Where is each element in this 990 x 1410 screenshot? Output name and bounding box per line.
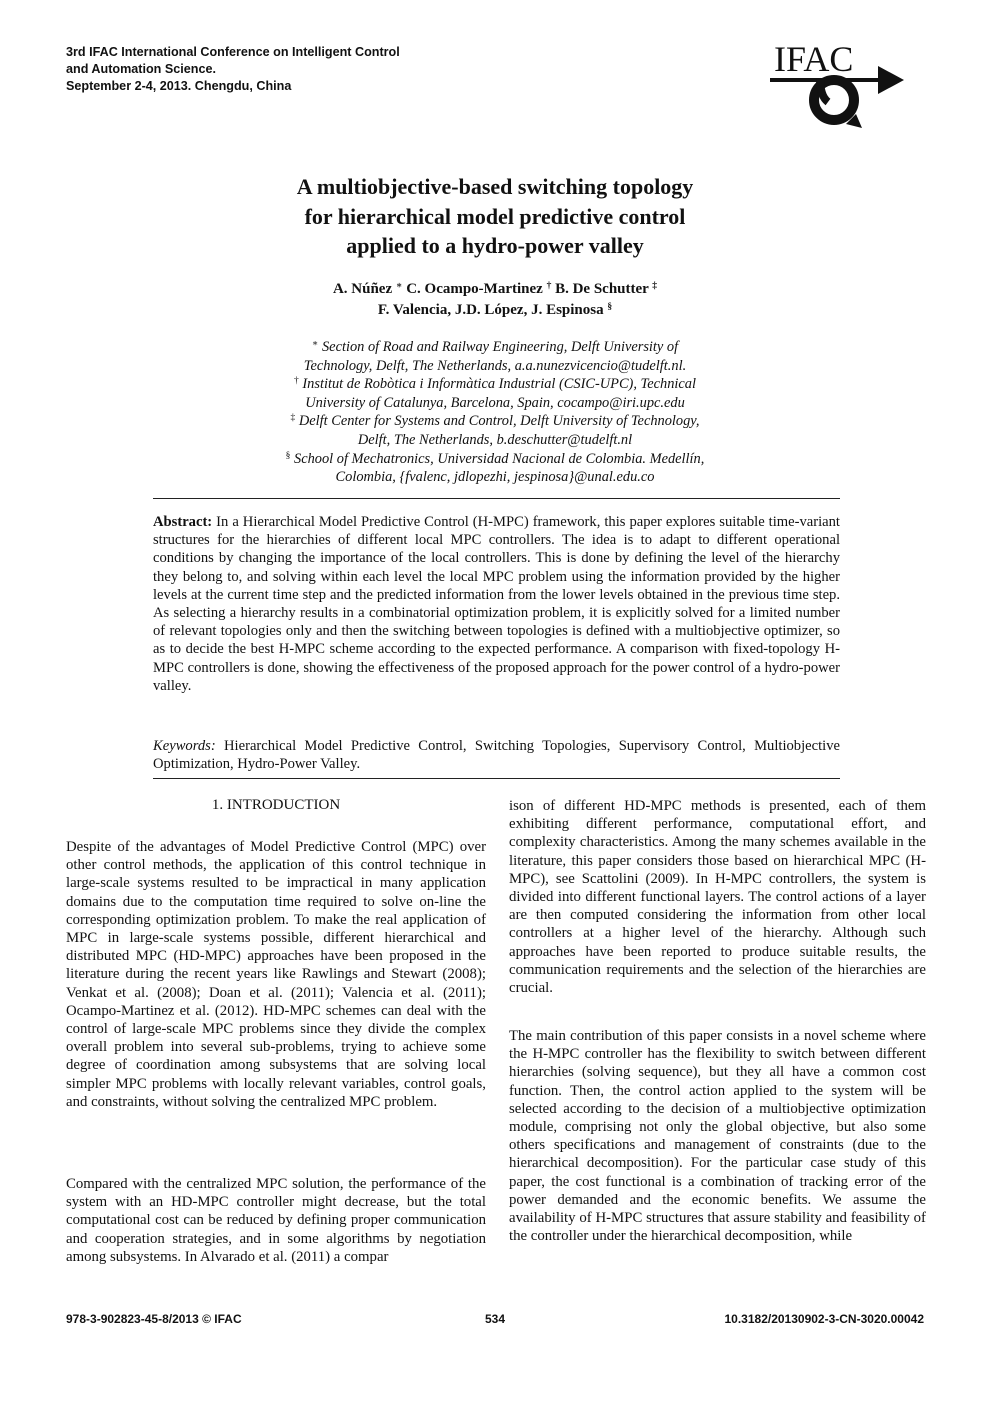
- abstract: [153, 513, 840, 695]
- conference-line-2: and Automation Science.: [66, 62, 216, 76]
- author-mark: ∗: [395, 281, 403, 291]
- keywords-text: Hierarchical Model Predictive Control, Switching Topologies, Supervisory Control, Multiobjective Optimization, Hydro-Power Valley.: [153, 738, 840, 773]
- affiliation-line: Delft, The Netherlands, b.deschutter@tudelft.nl: [357, 431, 633, 448]
- author-mark: §: [607, 302, 613, 312]
- section-title: 1. INTRODUCTION: [211, 797, 341, 813]
- body-paragraph: Despite of the advantages of Model Predictive Control (MPC) over other control methods, the application of this control technique in large-scale systems resulted to be impractical in many application domains due to the computation time required to solve on-line the corresponding optimization problem. To make the real application of MPC in large-scale systems possible, different hierarchical and distributed MPC (HD-MPC) approaches have been proposed in the literature during the recent years like Rawlings and Stewart (2008); Venkat et al. (2008); Doan et al. (2011); Valencia et al. (2011); Ocampo-Martinez et al. (2012). HD-MPC schemes can deal with the control of large-scale MPC problems since they divide the complex overall problem into several sub-problems, trying to achieve some degree of coordination among subsystems that are solving local simpler MPC problems with locally relevant variables, control goals, and constraints, without solving the centralized MPC problem.: [66, 839, 486, 1110]
- affiliation-mark: †: [294, 376, 299, 387]
- affiliation-line: [150, 375, 840, 394]
- affiliation-mark: ‡: [290, 413, 296, 424]
- affiliation-line: University of Catalunya, Barcelona, Spain, cocampo@iri.upc.edu: [305, 394, 685, 411]
- author-deschutter: B. De Schutter: [555, 281, 649, 297]
- abstract-bottom-rule: [153, 778, 840, 779]
- title-line-3: applied to a hydro-power valley: [346, 233, 644, 258]
- affiliation-text: School of Mechatronics, Universidad Nacional de Colombia. Medellín,: [294, 450, 705, 467]
- footer-doi: 10.3182/20130902-3-CN-3020.00042: [724, 1312, 924, 1326]
- affiliation-text: Institut de Robòtica i Informàtica Industrial (CSIC-UPC), Technical: [302, 376, 696, 393]
- conference-line-1: 3rd IFAC International Conference on Intelligent Control: [66, 45, 400, 59]
- body-paragraph: The main contribution of this paper consists in a novel scheme where the H-MPC controller has the flexibility to switch between different hierarchies (solving sequence), but they all have a common cost function. Then, the control action applied to the system will be selected according to the decision of a multiobjective optimization module, comprising not only the global objective, but also some others specifications and management of constraints (due to the hierarchical decomposition). For the particular case study of this paper, the cost functional is a combination of tracking error of the power demanded and the economic benefits. We assume the availability of H-MPC structures that assure stability and feasibility of the controller under the hierarchical decomposition, while: [509, 1028, 926, 1245]
- body-paragraph: Compared with the centralized MPC solution, the performance of the system with an HD-MPC controller might decrease, but the total computational cost can be reduced by defining proper communication and cooperation strategies, and in some algorithms by negotiation among subsystems. In Alvarado et al. (2011) a compar: [66, 1176, 486, 1265]
- authors-colombia: F. Valencia, J.D. López, J. Espinosa: [377, 302, 604, 318]
- title-line-1: A multiobjective-based switching topology: [296, 174, 694, 199]
- affiliation-mark: §: [285, 450, 291, 461]
- conference-header: [66, 44, 466, 95]
- title-line-2: for hierarchical model predictive control: [304, 203, 686, 229]
- ifac-logo-text: IFAC: [774, 39, 854, 79]
- conference-line-3: September 2-4, 2013. Chengdu, China: [66, 79, 292, 93]
- author-list: [0, 279, 990, 321]
- ifac-logo: [770, 38, 910, 134]
- affiliation-text: Delft Center for Systems and Control, Delft University of Technology,: [298, 413, 700, 430]
- author-ocampo: C. Ocampo-Martinez: [406, 281, 543, 297]
- logo-arrow-head: [878, 66, 904, 94]
- abstract-top-rule: [153, 498, 840, 499]
- abstract-label: Abstract:: [153, 514, 213, 530]
- affiliation-mark: ∗: [311, 339, 319, 349]
- keywords: [153, 737, 840, 773]
- author-mark: †: [546, 281, 552, 291]
- affiliation-line: Technology, Delft, The Netherlands, a.a.nunezvicencio@tudelft.nl.: [303, 357, 687, 374]
- footer-page-number: 534: [484, 1312, 506, 1326]
- keywords-label: Keywords:: [153, 738, 216, 754]
- affiliation-text: Section of Road and Railway Engineering, Delft University of: [321, 339, 679, 355]
- author-nunez: A. Núñez: [332, 281, 393, 297]
- body-paragraph: ison of different HD-MPC methods is presented, each of them exhibiting different performance, computational effort, and complexity characteristics. Among the many schemes available in the literature, this paper considers those based on hierarchical MPC (H-MPC), see Scattolini (2009). In H-MPC controllers, the system is divided into different functional layers. The control actions of a layer are then computed considering the information from other local controllers at a higher level of the hierarchy. Although such approaches have been reported to produce suitable results, the communication requirements and the selection of the hierarchies are crucial.: [509, 798, 926, 997]
- authors-line-1: [0, 279, 990, 300]
- affiliation-line: Colombia, {fvalenc, jdlopezhi, jespinosa}@unal.edu.co: [335, 469, 655, 486]
- footer-isbn: 978-3-902823-45-8/2013 © IFAC: [66, 1312, 242, 1326]
- paper-title: [0, 172, 990, 261]
- author-mark: ‡: [652, 281, 658, 291]
- affiliation-line: [150, 338, 840, 357]
- abstract-text: In a Hierarchical Model Predictive Control (H-MPC) framework, this paper explores suitable time-variant structures for the hierarchies of different local MPC controllers. The idea is to adapt to different operational conditions by changing the importance of the local controllers. This is done by defining the level of the hierarchy they belong to, and solving within each level the local MPC problem using the information provided by the higher levels at the current time step and the predicted information from the lower levels obtained in the previous time step. As selecting a hierarchy results in a combinatorial optimization problem, it is explicitly solved for a limited number of relevant topologies only and then the switching between topologies is defined with a multiobjective optimizer, so as to decide the best H-MPC scheme according to the expected performance. A comparison with fixed-topology H-MPC controllers is done, showing the effectiveness of the proposed approach for the power control of a hydro-power valley.: [153, 514, 840, 694]
- authors-line-2: [0, 300, 990, 321]
- affiliation-line: [150, 450, 840, 469]
- affiliation-line: [150, 412, 840, 431]
- affiliations: [150, 338, 840, 487]
